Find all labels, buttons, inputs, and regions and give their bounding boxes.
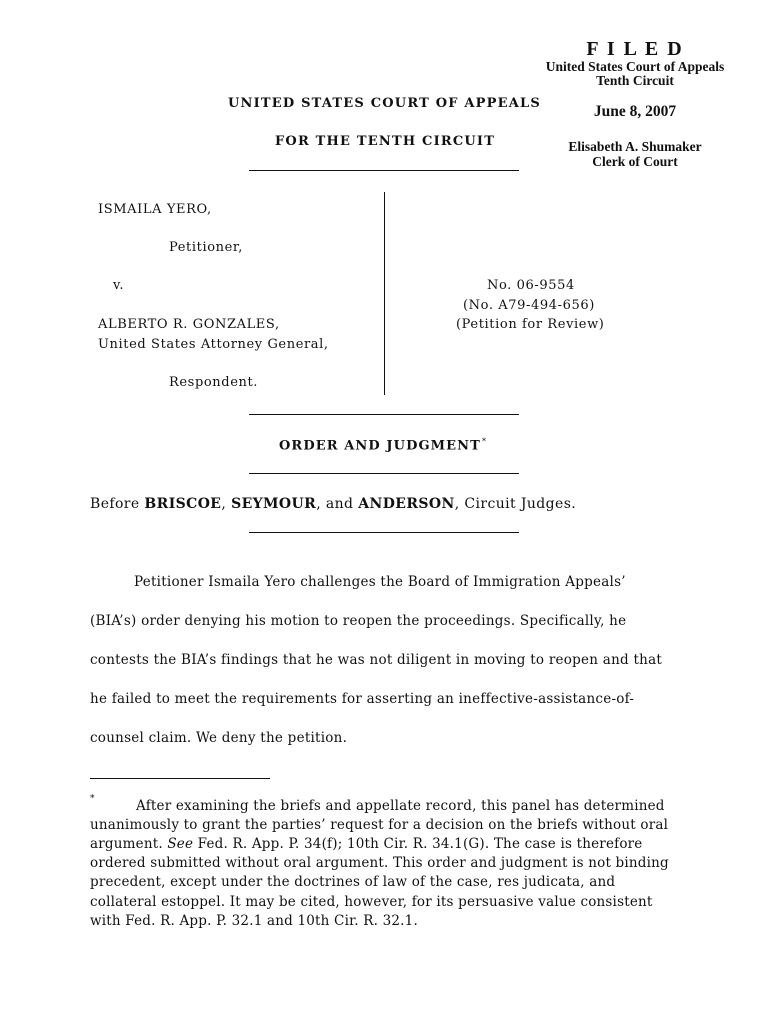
panel-before: Before — [90, 496, 145, 512]
footnote-line-6: collateral estoppel. It may be cited, however, for its persuasive value consistent — [90, 894, 653, 910]
footnote-line-7: with Fed. R. App. P. 32.1 and 10th Cir. R. 32.1. — [90, 913, 418, 929]
footnote-line-2: unanimously to grant the parties’ request for a decision on the briefs without oral — [90, 817, 669, 833]
petitioner-name: ISMAILA YERO, — [98, 202, 212, 217]
respondent-title: United States Attorney General, — [98, 337, 329, 352]
filed-label: F I L E D — [586, 38, 684, 60]
body-line-5: counsel claim. We deny the petition. — [90, 730, 348, 746]
caption-divider — [384, 192, 385, 395]
filed-stamp — [520, 38, 750, 169]
court-heading-line1: UNITED STATES COURT OF APPEALS — [228, 96, 541, 111]
footnote-line-3-pre: argument. — [90, 836, 168, 852]
panel-sep1: , — [221, 496, 232, 512]
footnote-line-1: After examining the briefs and appellate record, this panel has determined — [136, 798, 665, 814]
panel-line — [90, 496, 576, 512]
footnote-see: See — [167, 836, 194, 852]
heading-rule — [249, 170, 519, 171]
judge-seymour: SEYMOUR — [231, 496, 317, 512]
footnote-separator — [90, 778, 270, 779]
case-type: (Petition for Review) — [456, 317, 605, 332]
panel-rule — [249, 532, 519, 533]
judge-anderson: ANDERSON — [358, 496, 455, 512]
judge-briscoe: BRISCOE — [144, 496, 222, 512]
footnote-line-4: ordered submitted without oral argument. This order and judgment is not binding — [90, 855, 669, 871]
panel-tail: , Circuit Judges. — [454, 496, 577, 512]
filed-circuit: Tenth Circuit — [596, 73, 674, 88]
respondent-role: Respondent. — [169, 375, 259, 390]
footnote-line-5: precedent, except under the doctrines of law of the case, res judicata, and — [90, 874, 616, 890]
footnote-line-3-post: Fed. R. App. P. 34(f); 10th Cir. R. 34.1(G). The case is therefore — [193, 836, 643, 852]
versus-label: v. — [113, 278, 125, 293]
order-footnote-marker: * — [481, 437, 488, 446]
body-line-4: he failed to meet the requirements for asserting an ineffective-assistance-of- — [90, 691, 635, 707]
respondent-name: ALBERTO R. GONZALES, — [98, 317, 280, 332]
petitioner-role: Petitioner, — [169, 240, 244, 255]
panel-sep2: , and — [316, 496, 359, 512]
filed-date: June 8, 2007 — [593, 103, 677, 120]
footnote-marker: * — [90, 794, 95, 804]
order-title-text: ORDER AND JUDGMENT — [279, 438, 481, 454]
case-number: No. 06-9554 — [487, 278, 575, 293]
caption-rule — [249, 414, 519, 415]
body-line-3: contests the BIA’s findings that he was not diligent in moving to reopen and that — [90, 652, 663, 668]
clerk-title: Clerk of Court — [592, 154, 678, 169]
body-line-2: (BIA’s) order denying his motion to reopen the proceedings. Specifically, he — [90, 613, 627, 629]
order-title — [279, 437, 487, 453]
court-heading-line2: FOR THE TENTH CIRCUIT — [275, 134, 496, 149]
agency-number: (No. A79-494-656) — [463, 298, 595, 313]
order-rule — [249, 473, 519, 474]
body-line-1: Petitioner Ismaila Yero challenges the Board of Immigration Appeals’ — [134, 574, 626, 590]
filed-court: United States Court of Appeals — [545, 59, 725, 74]
clerk-name: Elisabeth A. Shumaker — [568, 139, 702, 154]
footnote-line-3 — [90, 836, 643, 852]
